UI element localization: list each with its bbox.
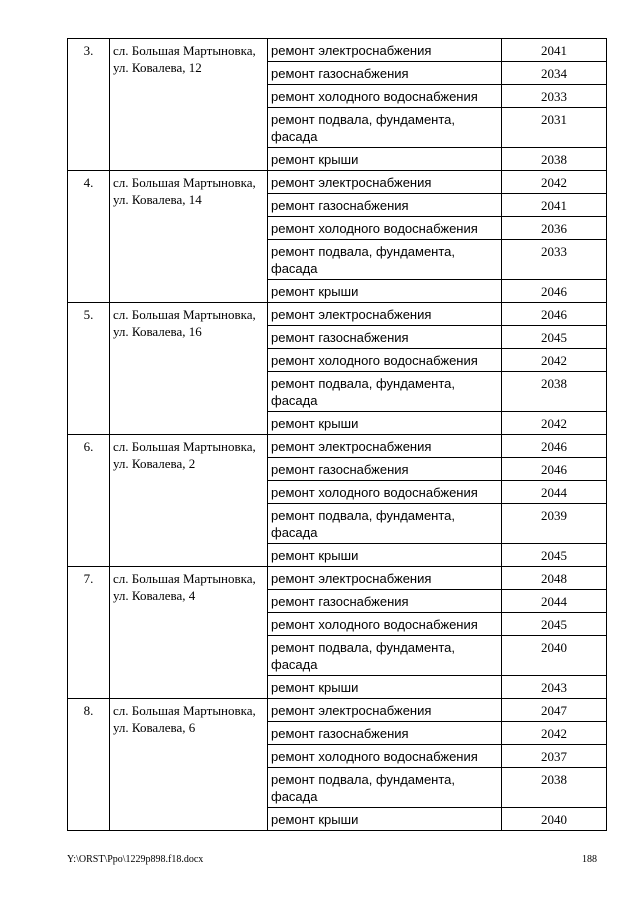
work-type-cell: ремонт электроснабжения	[268, 303, 502, 326]
year-cell: 2038	[502, 768, 607, 808]
work-type-cell: ремонт газоснабжения	[268, 62, 502, 85]
work-type-cell: ремонт холодного водоснабжения	[268, 481, 502, 504]
year-cell: 2041	[502, 39, 607, 62]
year-cell: 2044	[502, 590, 607, 613]
year-cell: 2038	[502, 372, 607, 412]
work-type-cell: ремонт подвала, фундамента, фасада	[268, 636, 502, 676]
work-type-cell: ремонт крыши	[268, 412, 502, 435]
work-type-cell: ремонт крыши	[268, 148, 502, 171]
row-number: 4.	[68, 171, 110, 303]
year-cell: 2037	[502, 745, 607, 768]
year-cell: 2038	[502, 148, 607, 171]
address-cell: сл. Большая Мартыновка, ул. Ковалева, 2	[110, 435, 268, 567]
address-cell: сл. Большая Мартыновка, ул. Ковалева, 14	[110, 171, 268, 303]
table-row	[68, 303, 607, 326]
work-type-cell: ремонт холодного водоснабжения	[268, 217, 502, 240]
year-cell: 2042	[502, 349, 607, 372]
year-cell: 2033	[502, 240, 607, 280]
year-cell: 2046	[502, 303, 607, 326]
year-cell: 2045	[502, 326, 607, 349]
row-number: 7.	[68, 567, 110, 699]
work-type-cell: ремонт крыши	[268, 676, 502, 699]
table-body	[68, 39, 607, 831]
row-number: 6.	[68, 435, 110, 567]
footer-page-number: 188	[582, 854, 597, 865]
table-row	[68, 567, 607, 590]
table-row	[68, 39, 607, 62]
work-type-cell: ремонт подвала, фундамента, фасада	[268, 504, 502, 544]
year-cell: 2042	[502, 722, 607, 745]
year-cell: 2046	[502, 435, 607, 458]
year-cell: 2048	[502, 567, 607, 590]
work-type-cell: ремонт холодного водоснабжения	[268, 613, 502, 636]
year-cell: 2034	[502, 62, 607, 85]
address-cell: сл. Большая Мартыновка, ул. Ковалева, 6	[110, 699, 268, 831]
work-type-cell: ремонт крыши	[268, 808, 502, 831]
work-type-cell: ремонт холодного водоснабжения	[268, 349, 502, 372]
work-type-cell: ремонт крыши	[268, 280, 502, 303]
address-cell: сл. Большая Мартыновка, ул. Ковалева, 16	[110, 303, 268, 435]
year-cell: 2040	[502, 636, 607, 676]
work-type-cell: ремонт подвала, фундамента, фасада	[268, 108, 502, 148]
work-type-cell: ремонт газоснабжения	[268, 458, 502, 481]
address-cell: сл. Большая Мартыновка, ул. Ковалева, 12	[110, 39, 268, 171]
row-number: 8.	[68, 699, 110, 831]
repair-schedule-table	[67, 38, 607, 831]
work-type-cell: ремонт газоснабжения	[268, 194, 502, 217]
work-type-cell: ремонт подвала, фундамента, фасада	[268, 372, 502, 412]
year-cell: 2044	[502, 481, 607, 504]
year-cell: 2046	[502, 458, 607, 481]
work-type-cell: ремонт электроснабжения	[268, 567, 502, 590]
work-type-cell: ремонт электроснабжения	[268, 39, 502, 62]
year-cell: 2036	[502, 217, 607, 240]
work-type-cell: ремонт газоснабжения	[268, 326, 502, 349]
year-cell: 2040	[502, 808, 607, 831]
year-cell: 2047	[502, 699, 607, 722]
row-number: 5.	[68, 303, 110, 435]
year-cell: 2045	[502, 613, 607, 636]
work-type-cell: ремонт подвала, фундамента, фасада	[268, 240, 502, 280]
year-cell: 2043	[502, 676, 607, 699]
year-cell: 2042	[502, 412, 607, 435]
work-type-cell: ремонт подвала, фундамента, фасада	[268, 768, 502, 808]
address-cell: сл. Большая Мартыновка, ул. Ковалева, 4	[110, 567, 268, 699]
year-cell: 2045	[502, 544, 607, 567]
work-type-cell: ремонт электроснабжения	[268, 699, 502, 722]
work-type-cell: ремонт электроснабжения	[268, 171, 502, 194]
year-cell: 2031	[502, 108, 607, 148]
year-cell: 2042	[502, 171, 607, 194]
work-type-cell: ремонт электроснабжения	[268, 435, 502, 458]
table-row	[68, 435, 607, 458]
year-cell: 2046	[502, 280, 607, 303]
year-cell: 2039	[502, 504, 607, 544]
work-type-cell: ремонт газоснабжения	[268, 722, 502, 745]
work-type-cell: ремонт крыши	[268, 544, 502, 567]
row-number: 3.	[68, 39, 110, 171]
year-cell: 2041	[502, 194, 607, 217]
table-row	[68, 699, 607, 722]
year-cell: 2033	[502, 85, 607, 108]
work-type-cell: ремонт газоснабжения	[268, 590, 502, 613]
table-row	[68, 171, 607, 194]
work-type-cell: ремонт холодного водоснабжения	[268, 745, 502, 768]
work-type-cell: ремонт холодного водоснабжения	[268, 85, 502, 108]
footer-file-path: Y:\ORST\Ppo\1229p898.f18.docx	[67, 854, 204, 865]
